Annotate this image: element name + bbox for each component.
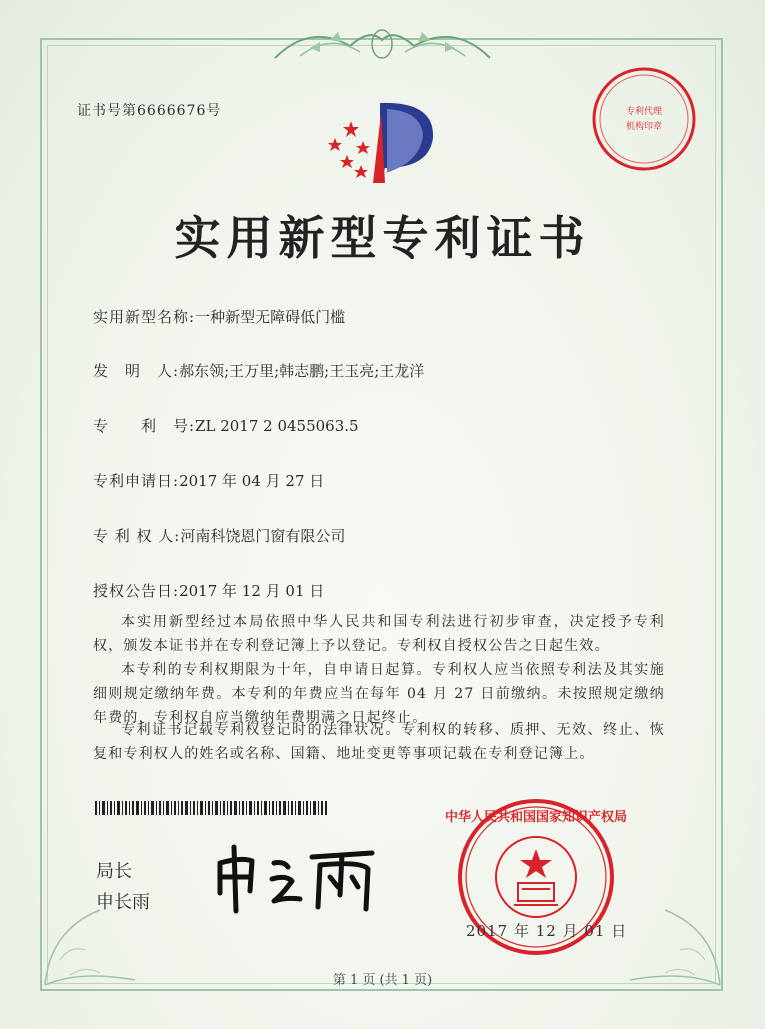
field-value: 一种新型无障碍低门槛 [195,308,346,326]
svg-text:机构印章: 机构印章 [625,122,663,132]
field-utility-model-name [93,306,345,327]
field-inventors [93,360,424,381]
field-application-date [93,470,324,491]
barcode-icon [95,801,327,815]
field-label: 专利申请日: [93,472,180,490]
top-ornament-icon [270,18,495,66]
handwritten-signature-icon [212,835,392,915]
field-label: 专 利 权 人: [93,527,181,545]
field-value: 河南科饶恩门窗有限公司 [180,527,346,545]
agency-seal-icon [589,64,699,174]
body-paragraph-3: 专利证书记载专利权登记时的法律状况。专利权的转移、质押、无效、终止、恢复和专利权人的姓名或名称、国籍、地址变更等事项记载在专利登记簿上。 [93,722,665,762]
certificate-title: 实用新型专利证书 [174,211,591,265]
svg-text:专利代理: 专利代理 [625,107,663,117]
field-label: 实用新型名称: [93,308,196,326]
patent-office-logo-icon [325,93,440,188]
field-value: ZL 2017 2 0455063.5 [195,417,359,435]
body-paragraph-1: 本实用新型经过本局依照中华人民共和国专利法进行初步审查，决定授予专利权，颁发本证书并在专利登记簿上予以登记。专利权自授权公告之日起生效。 [93,614,665,654]
issue-date: 2017 年 12 月 01 日 [466,922,628,940]
field-patent-number [93,415,359,436]
field-value: 2017 年 04 月 27 日 [179,472,325,490]
director-name: 申长雨 [96,892,150,913]
field-label: 专 利 号: [93,417,196,435]
page-counter: 第 1 页 (共 1 页) [332,973,433,988]
field-patentee [93,525,345,546]
certificate-number: 证书号第6666676号 [77,103,222,119]
director-title: 局长 [96,861,132,882]
field-value: 2017 年 12 月 01 日 [179,582,325,600]
field-label: 发 明 人: [93,362,180,380]
field-label: 授权公告日: [93,582,180,600]
field-grant-date [93,580,324,601]
body-paragraph-2: 本专利的专利权期限为十年，自申请日起算。专利权人应当依照专利法及其实施细则规定缴纳年费。本专利的年费应当在每年 04 月 27 日前缴纳。未按照规定缴纳年费的，专利权自应当缴纳年费期满之日起终止。 [93,662,665,726]
seal-issuer-text: 中华人民共和国国家知识产权局 [444,810,628,825]
field-value: 郝东领;王万里;韩志鹏;王玉亮;王龙洋 [179,362,425,380]
